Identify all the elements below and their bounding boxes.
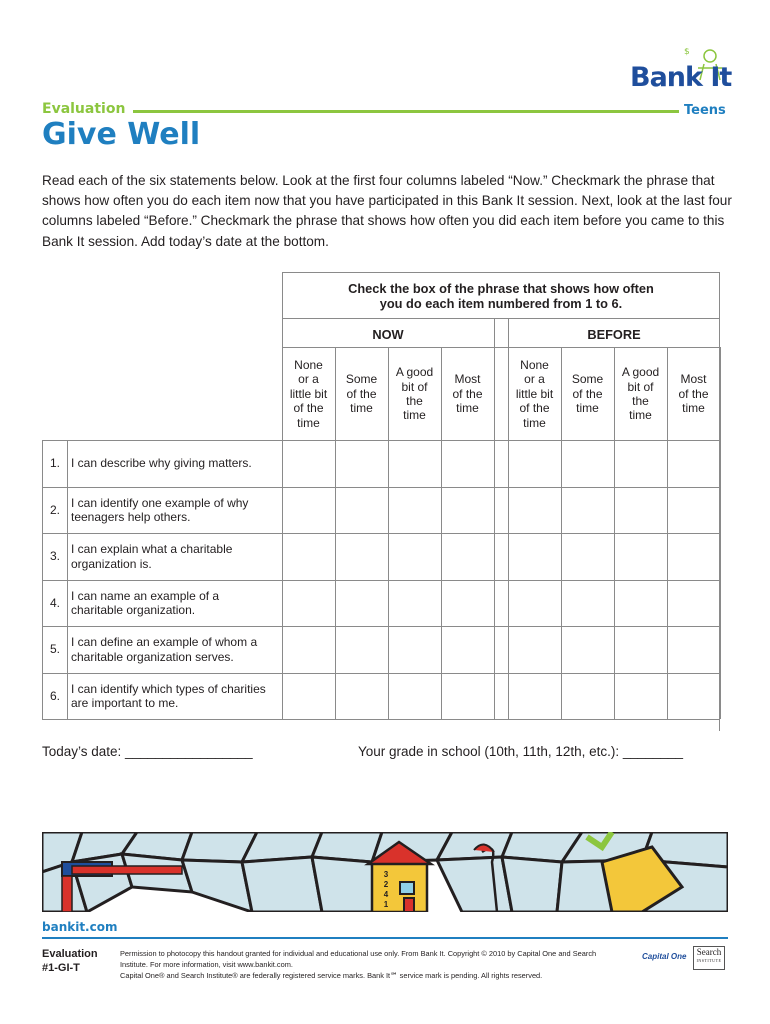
search-institute-logo [693, 946, 725, 970]
checkbox-5-before-3[interactable] [614, 626, 667, 673]
audience-label: Teens [684, 103, 726, 118]
checkbox-4-now-3[interactable] [388, 580, 441, 626]
column-header-line: bit of [401, 379, 428, 394]
checkbox-3-before-4[interactable] [667, 533, 720, 580]
column-header-now-2 [335, 348, 388, 440]
checkbox-4-before-4[interactable] [667, 580, 720, 626]
checkbox-5-now-4[interactable] [441, 626, 494, 673]
checkbox-3-before-3[interactable] [614, 533, 667, 580]
checkbox-6-before-4[interactable] [667, 673, 720, 719]
column-header-line: time [403, 408, 426, 423]
column-header-line: A good [395, 365, 434, 380]
column-header-line: of the [293, 401, 324, 416]
checkbox-5-now-3[interactable] [388, 626, 441, 673]
statement-4: I can name an example of a charitable organization. [71, 588, 220, 617]
section-label: Evaluation [42, 101, 126, 117]
column-header-line: of the [519, 401, 550, 416]
page-title: Give Well [42, 117, 201, 152]
checkbox-4-before-3[interactable] [614, 580, 667, 626]
checkbox-2-now-3[interactable] [388, 487, 441, 533]
column-header-line: Most [680, 372, 707, 387]
instructions-paragraph: Read each of the six statements below. Look at the first four columns labeled “Now.” Checkmark the phrase that shows how often you do each item now that you have participated in this Bank It session. Next, look at the last four columns labeled “Before.” Checkmark the phrase that shows how often you did each item before you came to this Bank It session. Add today’s date at the bottom. [42, 173, 732, 249]
column-header-line: time [576, 401, 599, 416]
column-header-before-1 [508, 348, 561, 440]
checkbox-3-now-4[interactable] [441, 533, 494, 580]
column-header-before-3 [614, 348, 667, 440]
checkbox-3-before-2[interactable] [561, 533, 614, 580]
column-header-now-3 [388, 348, 441, 440]
row-number-6: 6. [49, 689, 60, 703]
checkbox-6-now-2[interactable] [335, 673, 388, 719]
statement-3: I can explain what a charitable organization is. [71, 542, 233, 571]
checkbox-6-now-3[interactable] [388, 673, 441, 719]
search-logo-line2: INSTITUTE [696, 958, 722, 963]
bank-it-logo [628, 48, 738, 98]
statement-6: I can identify which types of charities are important to me. [71, 681, 266, 710]
house-number-4: 1 [383, 900, 389, 909]
table-instruction-line1: Check the box of the phrase that shows how often [348, 281, 654, 296]
column-header-line: Some [571, 372, 604, 387]
column-header-line: time [523, 415, 546, 430]
checkbox-1-before-1[interactable] [508, 440, 561, 487]
footer-legal [120, 948, 625, 981]
checkbox-3-now-1[interactable] [282, 533, 335, 580]
checkbox-4-before-1[interactable] [508, 580, 561, 626]
search-logo-line1: Search [696, 947, 722, 957]
house-number-1: 3 [383, 870, 389, 879]
checkbox-5-now-1[interactable] [282, 626, 335, 673]
checkbox-1-now-2[interactable] [335, 440, 388, 487]
statement-2: I can identify one example of why teenagers help others. [71, 495, 249, 524]
house-number-3: 4 [383, 890, 389, 899]
checkbox-3-before-1[interactable] [508, 533, 561, 580]
footer-trademark-text: Capital One® and Search Institute® are federally registered service marks. Bank It℠ service mark is pending. All rights reserved. [120, 971, 543, 980]
column-header-line: the [632, 394, 649, 408]
column-header-line: None [294, 357, 323, 372]
group-header-before: BEFORE [587, 327, 641, 342]
column-header-line: Most [454, 372, 481, 387]
checkbox-4-before-2[interactable] [561, 580, 614, 626]
checkbox-5-before-1[interactable] [508, 626, 561, 673]
column-header-line: A good [621, 365, 660, 380]
footer-eval-line1: Evaluation [42, 948, 98, 960]
row-number-4: 4. [49, 596, 60, 610]
row-number-3: 3. [49, 549, 60, 563]
checkbox-3-now-2[interactable] [335, 533, 388, 580]
checkbox-3-now-3[interactable] [388, 533, 441, 580]
checkbox-1-before-4[interactable] [667, 440, 720, 487]
checkbox-2-before-2[interactable] [561, 487, 614, 533]
column-header-line: of the [452, 386, 483, 401]
column-header-line: of the [346, 386, 377, 401]
svg-text:$: $ [684, 48, 690, 57]
column-header-now-1 [282, 348, 335, 440]
bankit-url-link[interactable]: bankit.com [42, 920, 118, 934]
footer-rule [42, 937, 728, 939]
row-number-1: 1. [49, 456, 60, 470]
column-header-line: of the [678, 386, 709, 401]
capital-one-logo: Capital One [642, 952, 687, 961]
group-header-now: NOW [372, 327, 404, 342]
checkbox-4-now-2[interactable] [335, 580, 388, 626]
checkbox-6-now-1[interactable] [282, 673, 335, 719]
neighborhood-illustration [42, 832, 728, 912]
table-instruction-line2: you do each item numbered from 1 to 6. [379, 296, 623, 311]
checkbox-4-now-1[interactable] [282, 580, 335, 626]
checkbox-1-before-3[interactable] [614, 440, 667, 487]
column-header-line: bit of [627, 379, 654, 394]
checkbox-5-before-2[interactable] [561, 626, 614, 673]
row-number-2: 2. [49, 503, 60, 517]
column-header-line: or a [524, 372, 545, 387]
column-header-line: time [456, 401, 479, 416]
column-header-line: or a [298, 372, 319, 387]
checkbox-6-before-3[interactable] [614, 673, 667, 719]
footer-eval-line2: #1-GI-T [42, 961, 80, 974]
todays-date-field[interactable]: Today’s date: _________________ [42, 744, 253, 759]
column-header-before-4 [667, 348, 720, 440]
column-header-line: None [520, 357, 549, 372]
checkbox-2-before-3[interactable] [614, 487, 667, 533]
column-header-line: time [629, 408, 652, 423]
bank-it-logo-text: Bank It [630, 62, 732, 93]
checkbox-2-before-1[interactable] [508, 487, 561, 533]
checkbox-6-before-1[interactable] [508, 673, 561, 719]
checkbox-1-before-2[interactable] [561, 440, 614, 487]
checkbox-6-before-2[interactable] [561, 673, 614, 719]
column-header-line: little bit [515, 386, 554, 401]
checkbox-5-before-4[interactable] [667, 626, 720, 673]
column-header-before-2 [561, 348, 614, 440]
checkbox-2-now-2[interactable] [335, 487, 388, 533]
column-header-line: of the [572, 386, 603, 401]
footer-eval-id [42, 948, 98, 975]
checkbox-4-now-4[interactable] [441, 580, 494, 626]
column-header-line: little bit [289, 386, 328, 401]
column-header-line: the [406, 394, 423, 408]
checkbox-1-now-1[interactable] [282, 440, 335, 487]
checkbox-1-now-3[interactable] [388, 440, 441, 487]
header-rule [133, 110, 679, 113]
column-header-line: time [350, 401, 373, 416]
row-number-5: 5. [49, 642, 60, 656]
house-number-2: 2 [383, 880, 389, 889]
checkbox-2-now-4[interactable] [441, 487, 494, 533]
checkbox-6-now-4[interactable] [441, 673, 494, 719]
checkbox-5-now-2[interactable] [335, 626, 388, 673]
checkbox-1-now-4[interactable] [441, 440, 494, 487]
checkbox-2-now-1[interactable] [282, 487, 335, 533]
checkbox-2-before-4[interactable] [667, 487, 720, 533]
grade-field[interactable]: Your grade in school (10th, 11th, 12th, etc.): ________ [358, 744, 683, 759]
footer-permission-text: Permission to photocopy this handout granted for individual and educational use only. From Bank It. Copyright © 2010 by Capital One and Search Institute. For more information, visit www.bankit.com. [120, 949, 597, 969]
column-header-line: time [297, 415, 320, 430]
statement-5: I can define an example of whom a charitable organization serves. [71, 635, 258, 664]
column-header-line: Some [345, 372, 378, 387]
column-header-line: time [682, 401, 705, 416]
statement-1: I can describe why giving matters. [71, 456, 252, 471]
column-header-now-4 [441, 348, 494, 440]
